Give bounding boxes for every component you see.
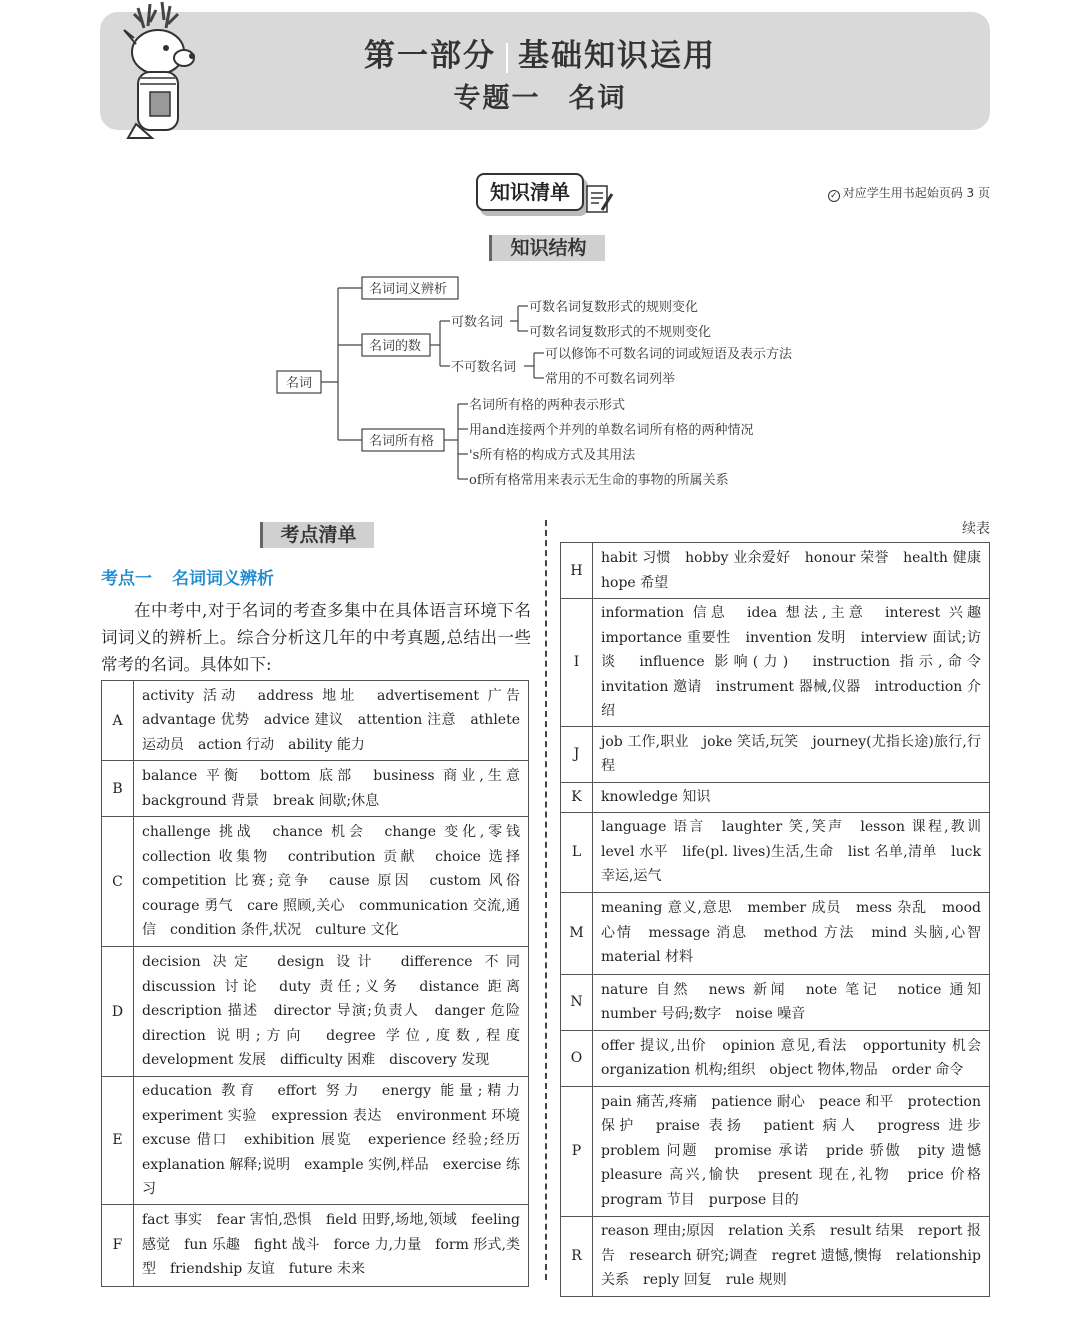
knowledge-tree	[0, 0, 1080, 500]
vocab-words: challenge 挑战 chance 机会 change 变化,零钱 collection 收集物 contribution 贡献 choice 选择 competition 比赛;竞争 cause 原因 custom 风俗 courage 勇气 care 照顾,关心 communication 交流,通信 condition 条件,状况 culture 文化	[134, 817, 529, 947]
tree-b3-2-label: 用and连接两个并列的单数名词所有格的两种情况	[469, 423, 754, 438]
vocab-letter: B	[102, 761, 134, 817]
vocab-words: knowledge 知识	[593, 782, 990, 812]
vocab-words: meaning 意义,意思 member 成员 mess 杂乱 mood 心情 message 消息 method 方法 mind 头脑,心智 material 材料	[593, 892, 990, 974]
vocab-row	[561, 599, 990, 727]
vocab-letter: N	[561, 974, 593, 1030]
tree-b2-c2-1-label: 可以修饰不可数名词的词或短语及表示方法	[545, 347, 793, 362]
vocab-row	[561, 892, 990, 974]
vocab-words: offer 提议,出价 opinion 意见,看法 opportunity 机会 organization 机构;组织 object 物体,物品 order 命令	[593, 1030, 990, 1086]
topic-title: 专题一 名词	[453, 83, 627, 114]
vocab-row	[102, 947, 529, 1077]
vocab-letter: I	[561, 599, 593, 727]
vocab-letter: K	[561, 782, 593, 812]
vocab-row	[561, 1086, 990, 1216]
tree-b2-c1-1-label: 可数名词复数形式的规则变化	[529, 300, 699, 315]
vocab-words: pain 痛苦,疼痛 patience 耐心 peace 和平 protection 保护 praise 表扬 patient 病人 progress 进步 problem 问题 promise 承诺 pride 骄傲 pity 遗憾 pleasure 高兴,愉快 present 现在,礼物 price 价格 program 节目 purpose 目的	[593, 1086, 990, 1216]
vocab-table-left	[101, 680, 534, 1287]
vocab-words: education 教育 effort 努力 energy 能量;精力 experiment 实验 expression 表达 environment 环境 excuse 借口 exhibition 展览 experience 经验;经历 explanation 解释;说明 example 实例,样品 exercise 练习	[134, 1077, 529, 1205]
exam-points-heading: 考点清单	[260, 522, 374, 548]
vocab-row	[102, 1077, 529, 1205]
vocab-row	[102, 1204, 529, 1286]
vocab-row	[102, 817, 529, 947]
vocab-letter: H	[561, 543, 593, 599]
vocab-letter: F	[102, 1204, 134, 1286]
page-reference: ✓ 对应学生用书起始页码 3 页	[828, 184, 990, 202]
vocab-words: job 工作,职业 joke 笑话,玩笑 journey(尤指长途)旅行,行程	[593, 726, 990, 782]
vocab-row	[561, 726, 990, 782]
vocab-letter: D	[102, 947, 134, 1077]
vocab-words: activity 活动 address 地址 advertisement 广告 advantage 优势 advice 建议 attention 注意 athlete 运动员 action 行动 ability 能力	[134, 681, 529, 761]
vocab-words: decision 决定 design 设计 difference 不同 discussion 讨论 duty 责任;义务 distance 距离 description 描述 director 导演;负责人 danger 危险 direction 说明;方向 degree 学位,度数,程度 development 发展 difficulty 困难 discovery 发现	[134, 947, 529, 1077]
vocab-letter: L	[561, 812, 593, 892]
vocab-letter: J	[561, 726, 593, 782]
tree-b3-4-label: of所有格常用来表示无生命的事物的所属关系	[469, 473, 729, 488]
vocab-letter: R	[561, 1216, 593, 1296]
vocab-row	[561, 782, 990, 812]
vocab-letter: E	[102, 1077, 134, 1205]
vocab-words: balance 平衡 bottom 底部 business 商业,生意 background 背景 break 间歇;休息	[134, 761, 529, 817]
vocab-row	[561, 1030, 990, 1086]
tree-b2-c2-2-label: 常用的不可数名词列举	[545, 372, 676, 387]
vocab-row	[561, 812, 990, 892]
vocab-letter: M	[561, 892, 593, 974]
tree-b2-c2-label: 不可数名词	[451, 360, 517, 375]
kp1-title: 考点一 名词词义辨析	[101, 569, 274, 589]
vocab-words: fact 事实 fear 害怕,恐惧 field 田野,场地,领域 feeling 感觉 fun 乐趣 fight 战斗 force 力,力量 form 形式,类型 friendship 友谊 future 未来	[134, 1204, 529, 1286]
vocab-words: language 语言 laughter 笑,笑声 lesson 课程,教训 level 水平 life(pl. lives)生活,生命 list 名单,清单 luck 幸运,运气	[593, 812, 990, 892]
tree-b2-c1-2-label: 可数名词复数形式的不规则变化	[529, 325, 712, 340]
tree-b3-1-label: 名词所有格的两种表示形式	[469, 398, 626, 413]
vocab-letter: A	[102, 681, 134, 761]
vocab-letter: P	[561, 1086, 593, 1216]
vocab-row	[561, 1216, 990, 1296]
vocab-row	[561, 543, 990, 599]
knowledge-list-badge: 知识清单	[476, 173, 584, 211]
tree-b3-3-label: 's所有格的构成方式及其用法	[469, 448, 636, 463]
continued-label: 续表	[962, 521, 990, 537]
vocab-row	[561, 974, 990, 1030]
tree-b2-label: 名词的数	[369, 339, 422, 354]
vocab-words: information 信息 idea 想法,主意 interest 兴趣 importance 重要性 invention 发明 interview 面试;访谈 influence 影响(力) instruction 指示,命令 invitation 邀请 instrument 器械,仪器 introduction 介绍	[593, 599, 990, 727]
vocab-row	[102, 681, 529, 761]
tree-b3-label: 名词所有格	[369, 434, 435, 449]
part-title: 第一部分 基础知识运用	[364, 38, 716, 74]
tree-b1-label: 名词词义辨析	[369, 282, 448, 297]
vocab-words: reason 理由;原因 relation 关系 result 结果 report 报告 research 研究;调查 regret 遗憾,懊悔 relationship 关系 reply 回复 rule 规则	[593, 1216, 990, 1296]
vocab-letter: C	[102, 817, 134, 947]
tree-root-label: 名词	[286, 376, 313, 391]
structure-heading: 知识结构	[489, 235, 605, 261]
vocab-letter: O	[561, 1030, 593, 1086]
vocab-words: nature 自然 news 新闻 note 笔记 notice 通知 number 号码;数字 noise 噪音	[593, 974, 990, 1030]
vocab-row	[102, 761, 529, 817]
vocab-words: habit 习惯 hobby 业余爱好 honour 荣誉 health 健康 hope 希望	[593, 543, 990, 599]
vocab-table-right	[560, 542, 995, 1297]
check-icon: ✓	[828, 190, 840, 202]
intro-paragraph: 在中考中,对于名词的考查多集中在具体语言环境下名词词义的辨析上。综合分析这几年的中考真题,总结出一些常考的名词。具体如下:	[101, 601, 531, 674]
tree-b2-c1-label: 可数名词	[451, 315, 504, 330]
column-divider	[545, 520, 547, 1280]
